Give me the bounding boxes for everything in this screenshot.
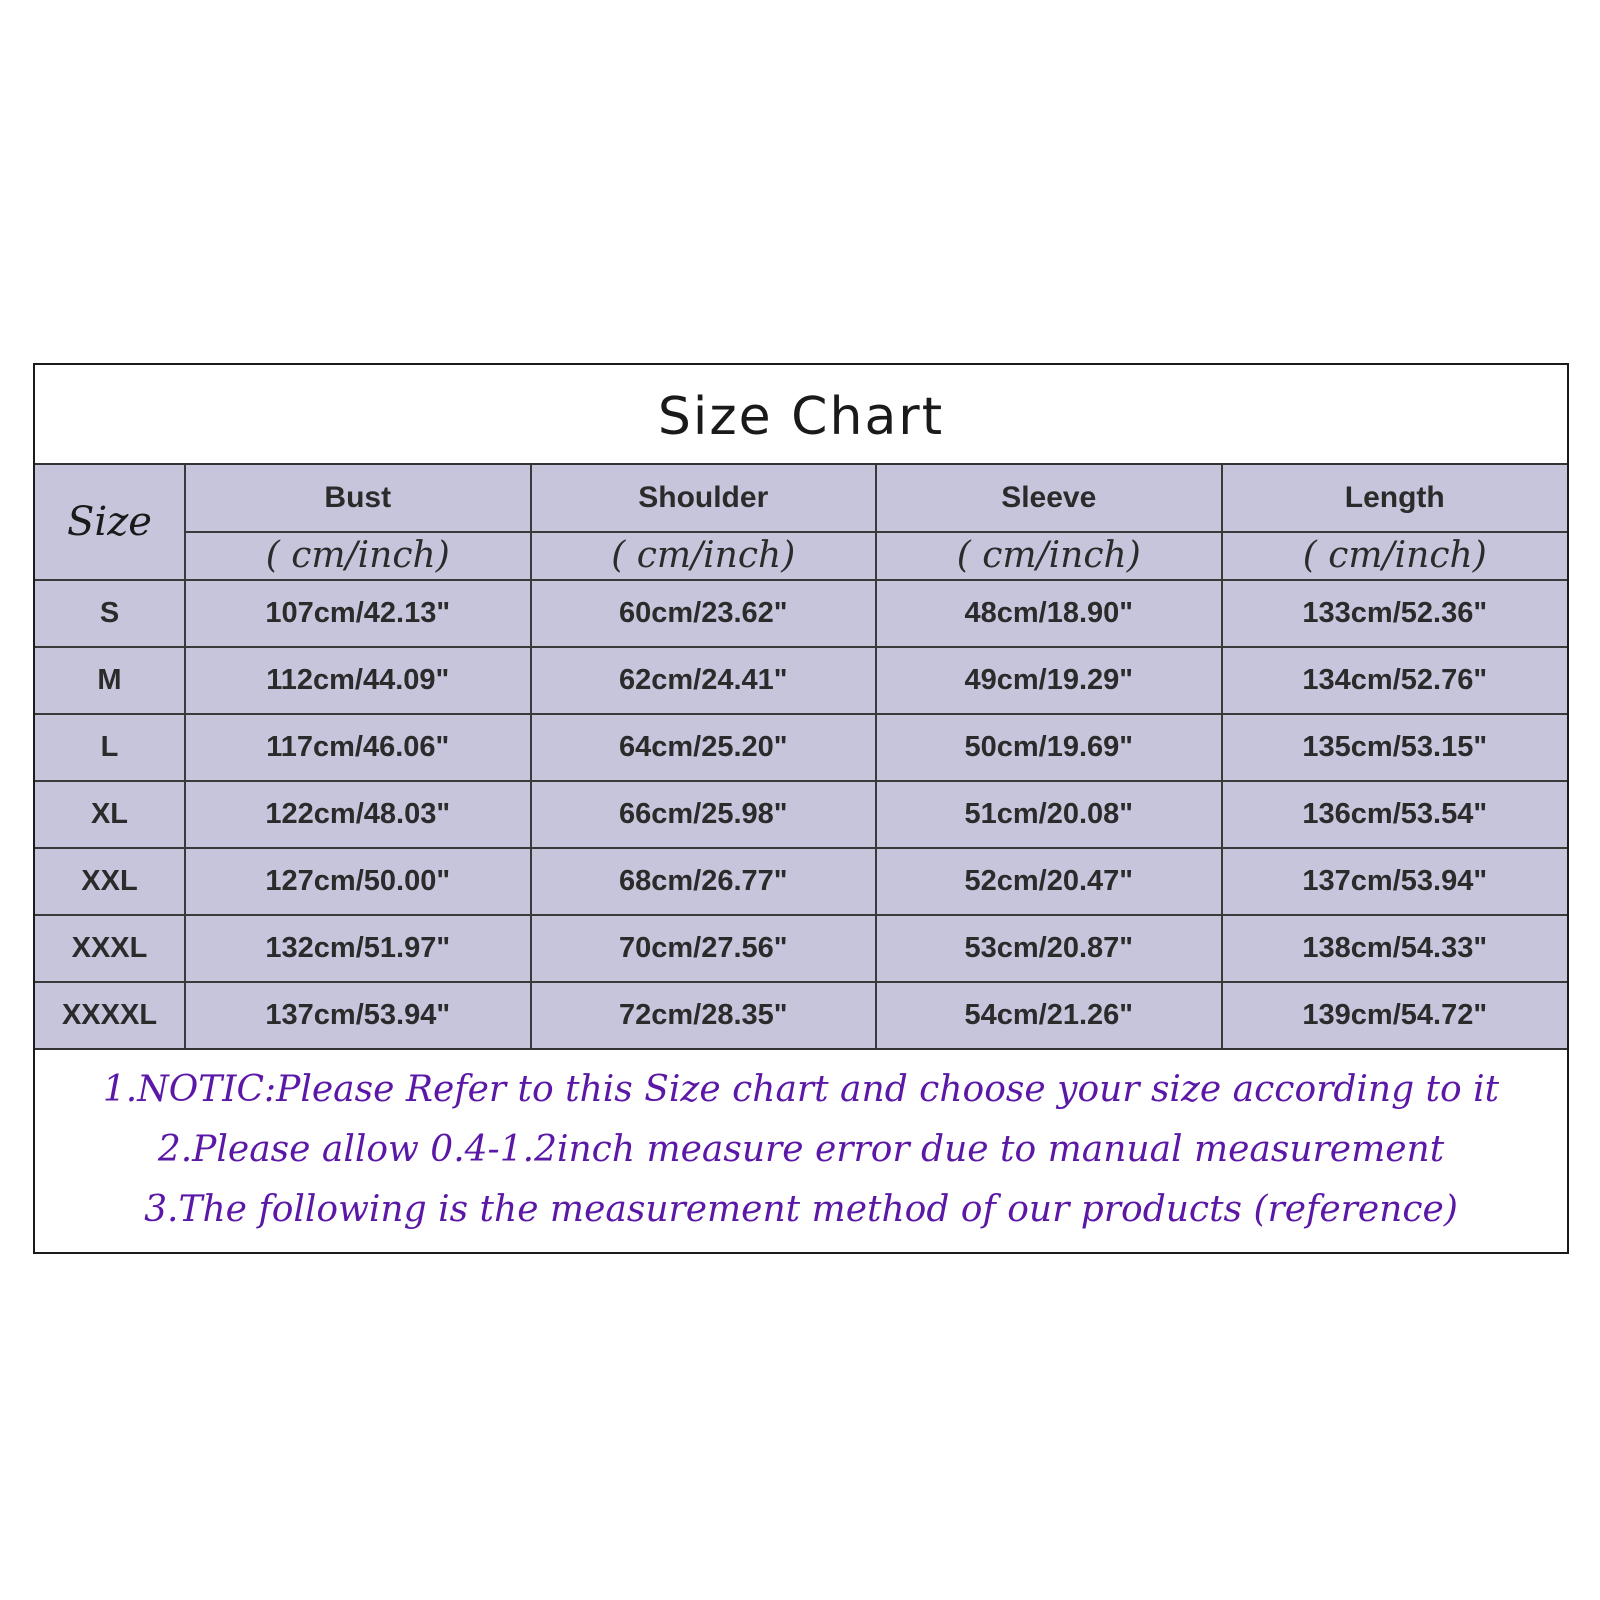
column-header-bust: Bust xyxy=(185,465,531,532)
shoulder-cell: 64cm/25.20" xyxy=(531,714,877,781)
length-cell: 135cm/53.15" xyxy=(1222,714,1568,781)
shoulder-cell: 68cm/26.77" xyxy=(531,848,877,915)
bust-cell: 122cm/48.03" xyxy=(185,781,531,848)
size-cell: M xyxy=(35,647,185,714)
size-header-cell xyxy=(35,465,185,580)
sleeve-cell: 53cm/20.87" xyxy=(876,915,1222,982)
notes-section xyxy=(35,1050,1567,1240)
size-table xyxy=(35,465,1567,1050)
unit-label-sleeve: ( cm/inch) xyxy=(876,532,1222,580)
unit-label-shoulder: ( cm/inch) xyxy=(531,532,877,580)
bust-cell: 132cm/51.97" xyxy=(185,915,531,982)
size-cell: L xyxy=(35,714,185,781)
sleeve-cell: 48cm/18.90" xyxy=(876,580,1222,647)
shoulder-cell: 60cm/23.62" xyxy=(531,580,877,647)
bust-cell: 112cm/44.09" xyxy=(185,647,531,714)
shoulder-cell: 66cm/25.98" xyxy=(531,781,877,848)
unit-row xyxy=(35,532,1567,580)
size-cell: XXXL xyxy=(35,915,185,982)
size-cell: XXL xyxy=(35,848,185,915)
note-line-1: 1.NOTIC:Please Refer to this Size chart and choose your size according to it xyxy=(102,1069,1500,1110)
size-chart-card xyxy=(33,363,1569,1254)
table-row xyxy=(35,915,1567,982)
bust-cell: 107cm/42.13" xyxy=(185,580,531,647)
bust-cell: 137cm/53.94" xyxy=(185,982,531,1049)
sleeve-cell: 54cm/21.26" xyxy=(876,982,1222,1049)
unit-label-bust: ( cm/inch) xyxy=(185,532,531,580)
length-cell: 134cm/52.76" xyxy=(1222,647,1568,714)
shoulder-cell: 62cm/24.41" xyxy=(531,647,877,714)
shoulder-cell: 72cm/28.35" xyxy=(531,982,877,1049)
length-cell: 139cm/54.72" xyxy=(1222,982,1568,1049)
length-cell: 133cm/52.36" xyxy=(1222,580,1568,647)
size-header-label: Size xyxy=(67,499,152,545)
unit-label-length: ( cm/inch) xyxy=(1222,532,1568,580)
table-row xyxy=(35,580,1567,647)
table-row xyxy=(35,781,1567,848)
size-cell: XXXXL xyxy=(35,982,185,1049)
table-row xyxy=(35,647,1567,714)
header-row xyxy=(35,465,1567,532)
bust-cell: 117cm/46.06" xyxy=(185,714,531,781)
size-cell: XL xyxy=(35,781,185,848)
table-row xyxy=(35,982,1567,1049)
size-cell: S xyxy=(35,580,185,647)
shoulder-cell: 70cm/27.56" xyxy=(531,915,877,982)
page-title: Size Chart xyxy=(657,387,945,447)
table-row xyxy=(35,714,1567,781)
sleeve-cell: 50cm/19.69" xyxy=(876,714,1222,781)
bust-cell: 127cm/50.00" xyxy=(185,848,531,915)
length-cell: 138cm/54.33" xyxy=(1222,915,1568,982)
sleeve-cell: 51cm/20.08" xyxy=(876,781,1222,848)
note-line-2: 2.Please allow 0.4-1.2inch measure error due to manual measurement xyxy=(157,1129,1445,1170)
column-header-sleeve: Sleeve xyxy=(876,465,1222,532)
length-cell: 137cm/53.94" xyxy=(1222,848,1568,915)
title-band xyxy=(35,365,1567,465)
column-header-shoulder: Shoulder xyxy=(531,465,877,532)
column-header-length: Length xyxy=(1222,465,1568,532)
sleeve-cell: 49cm/19.29" xyxy=(876,647,1222,714)
table-row xyxy=(35,848,1567,915)
length-cell: 136cm/53.54" xyxy=(1222,781,1568,848)
note-line-3: 3.The following is the measurement method of our products (reference) xyxy=(144,1189,1458,1230)
sleeve-cell: 52cm/20.47" xyxy=(876,848,1222,915)
